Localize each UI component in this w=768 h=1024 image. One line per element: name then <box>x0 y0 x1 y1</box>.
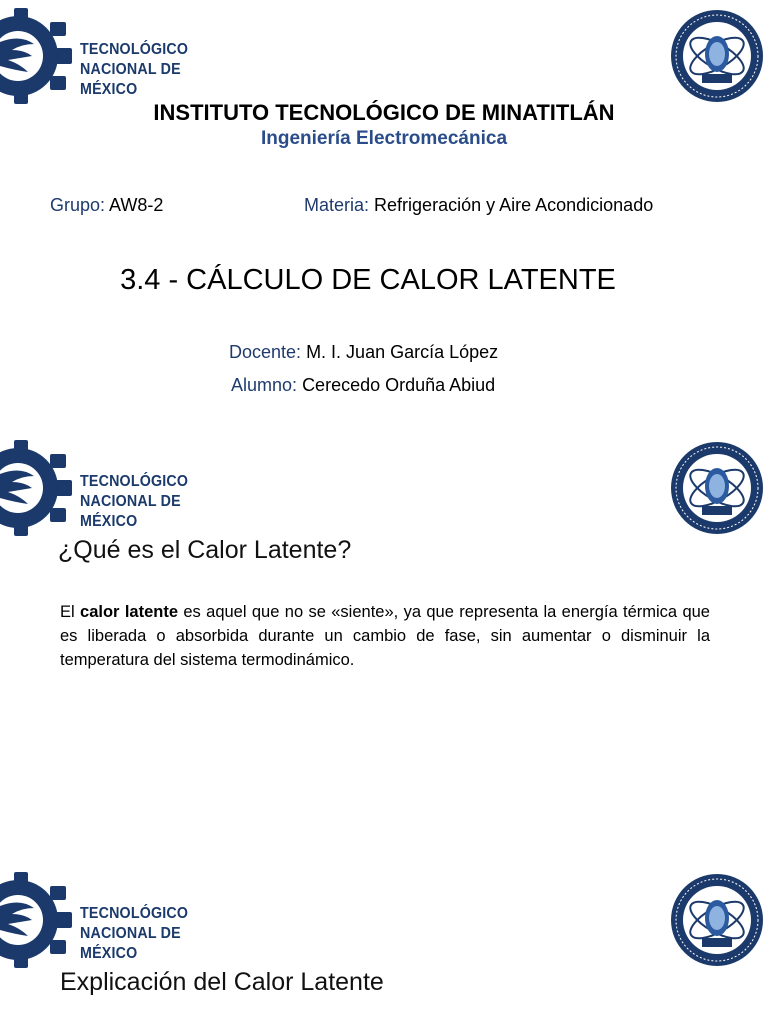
gear-eagle-icon <box>0 436 74 540</box>
body-prefix: El <box>60 603 75 621</box>
brand-line-1: TECNOLÓGICO <box>80 473 189 490</box>
institute-seal-icon <box>668 868 766 972</box>
teacher-info <box>229 342 498 363</box>
brand-line-2: NACIONAL DE MÉXICO <box>80 61 181 98</box>
slide-title: ¿Qué es el Calor Latente? <box>58 536 352 564</box>
body-keyword: calor latente <box>80 603 179 621</box>
tecnm-logo <box>0 4 240 108</box>
teacher-label: Docente: <box>229 342 302 362</box>
body-text: es aquel que no se «siente», ya que representa la energía térmica que es liberada o absorbida durante un cambio de fase, sin aumentar o disminuir la temperatura del sistema termodinámico. <box>60 603 710 669</box>
slide-title: Explicación del Calor Latente <box>60 968 384 996</box>
cover-slide <box>0 0 768 432</box>
student-value: Cerecedo Orduña Abiud <box>302 375 496 395</box>
subject-value: Refrigeración y Aire Acondicionado <box>374 195 654 215</box>
brand-line-2: NACIONAL DE MÉXICO <box>80 493 181 530</box>
tecnm-logo <box>0 436 240 540</box>
brand-line-1: TECNOLÓGICO <box>80 41 189 58</box>
subject-label: Materia: <box>304 195 370 215</box>
group-label: Grupo: <box>50 195 106 215</box>
definition-slide <box>0 432 768 864</box>
brand-line-2: NACIONAL DE MÉXICO <box>80 925 181 962</box>
institute-name: INSTITUTO TECNOLÓGICO DE MINATITLÁN <box>153 100 615 125</box>
tecnm-logo <box>0 868 240 972</box>
gear-eagle-icon <box>0 4 74 108</box>
institute-seal-icon <box>668 436 766 540</box>
subject-info <box>304 195 653 216</box>
career-name: Ingeniería Electromecánica <box>260 128 508 149</box>
explanation-slide <box>0 864 768 1024</box>
student-label: Alumno: <box>231 375 298 395</box>
group-value: AW8-2 <box>109 195 164 215</box>
brand-line-1: TECNOLÓGICO <box>80 905 189 922</box>
institute-seal-icon <box>668 4 766 108</box>
student-info <box>231 375 495 396</box>
gear-eagle-icon <box>0 868 74 972</box>
group-info <box>50 195 163 216</box>
teacher-value: M. I. Juan García López <box>306 342 499 362</box>
definition-paragraph <box>60 600 710 672</box>
topic-title: 3.4 - CÁLCULO DE CALOR LATENTE <box>120 264 616 296</box>
